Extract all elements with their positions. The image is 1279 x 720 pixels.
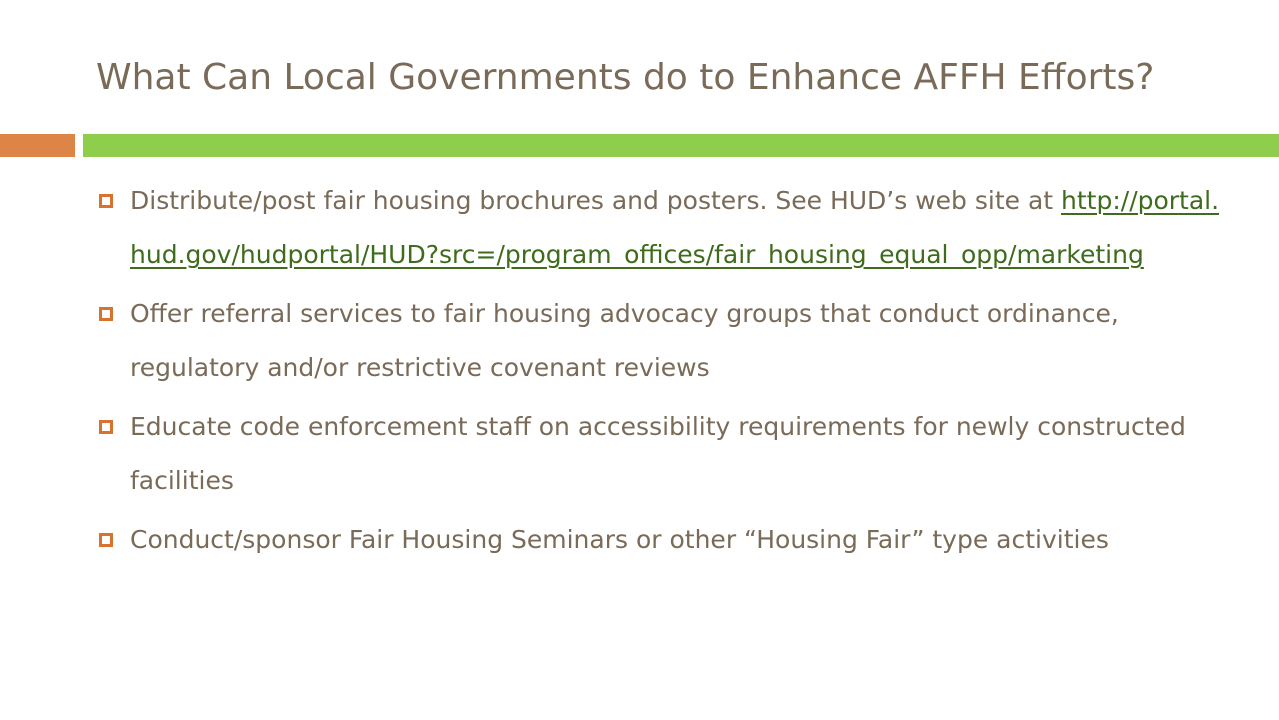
hollow-square-bullet-icon <box>99 194 113 208</box>
hollow-square-bullet-icon <box>99 533 113 547</box>
accent-bar-green <box>83 134 1279 157</box>
bullet-text-referral: Offer referral services to fair housing advocacy groups that conduct ordinance, regulatory and/or restrictive covenant reviews <box>130 299 1119 382</box>
bullet-item-referral <box>96 287 1226 395</box>
slide-title: What Can Local Governments do to Enhance AFFH Efforts? <box>96 57 1155 98</box>
bullet-item-brochures <box>96 174 1226 282</box>
hud-marketing-link[interactable]: http://portal.hud.gov/hudportal/HUD?src=/program_offices/fair_housing_equal_opp/marketing <box>130 186 1220 269</box>
hollow-square-bullet-icon <box>99 420 113 434</box>
bullet-text-brochures: Distribute/post fair housing brochures and posters. See HUD’s web site at <box>130 186 1062 215</box>
bullet-item-code-enforcement <box>96 400 1226 508</box>
hollow-square-bullet-icon <box>99 307 113 321</box>
bullet-item-seminars <box>96 513 1226 567</box>
accent-bar-orange <box>0 134 75 157</box>
bullet-text-code-enforcement: Educate code enforcement staff on accessibility requirements for newly constructed facilities <box>130 412 1186 495</box>
bullet-list <box>96 174 1226 572</box>
bullet-text-seminars: Conduct/sponsor Fair Housing Seminars or other “Housing Fair” type activities <box>130 525 1109 554</box>
